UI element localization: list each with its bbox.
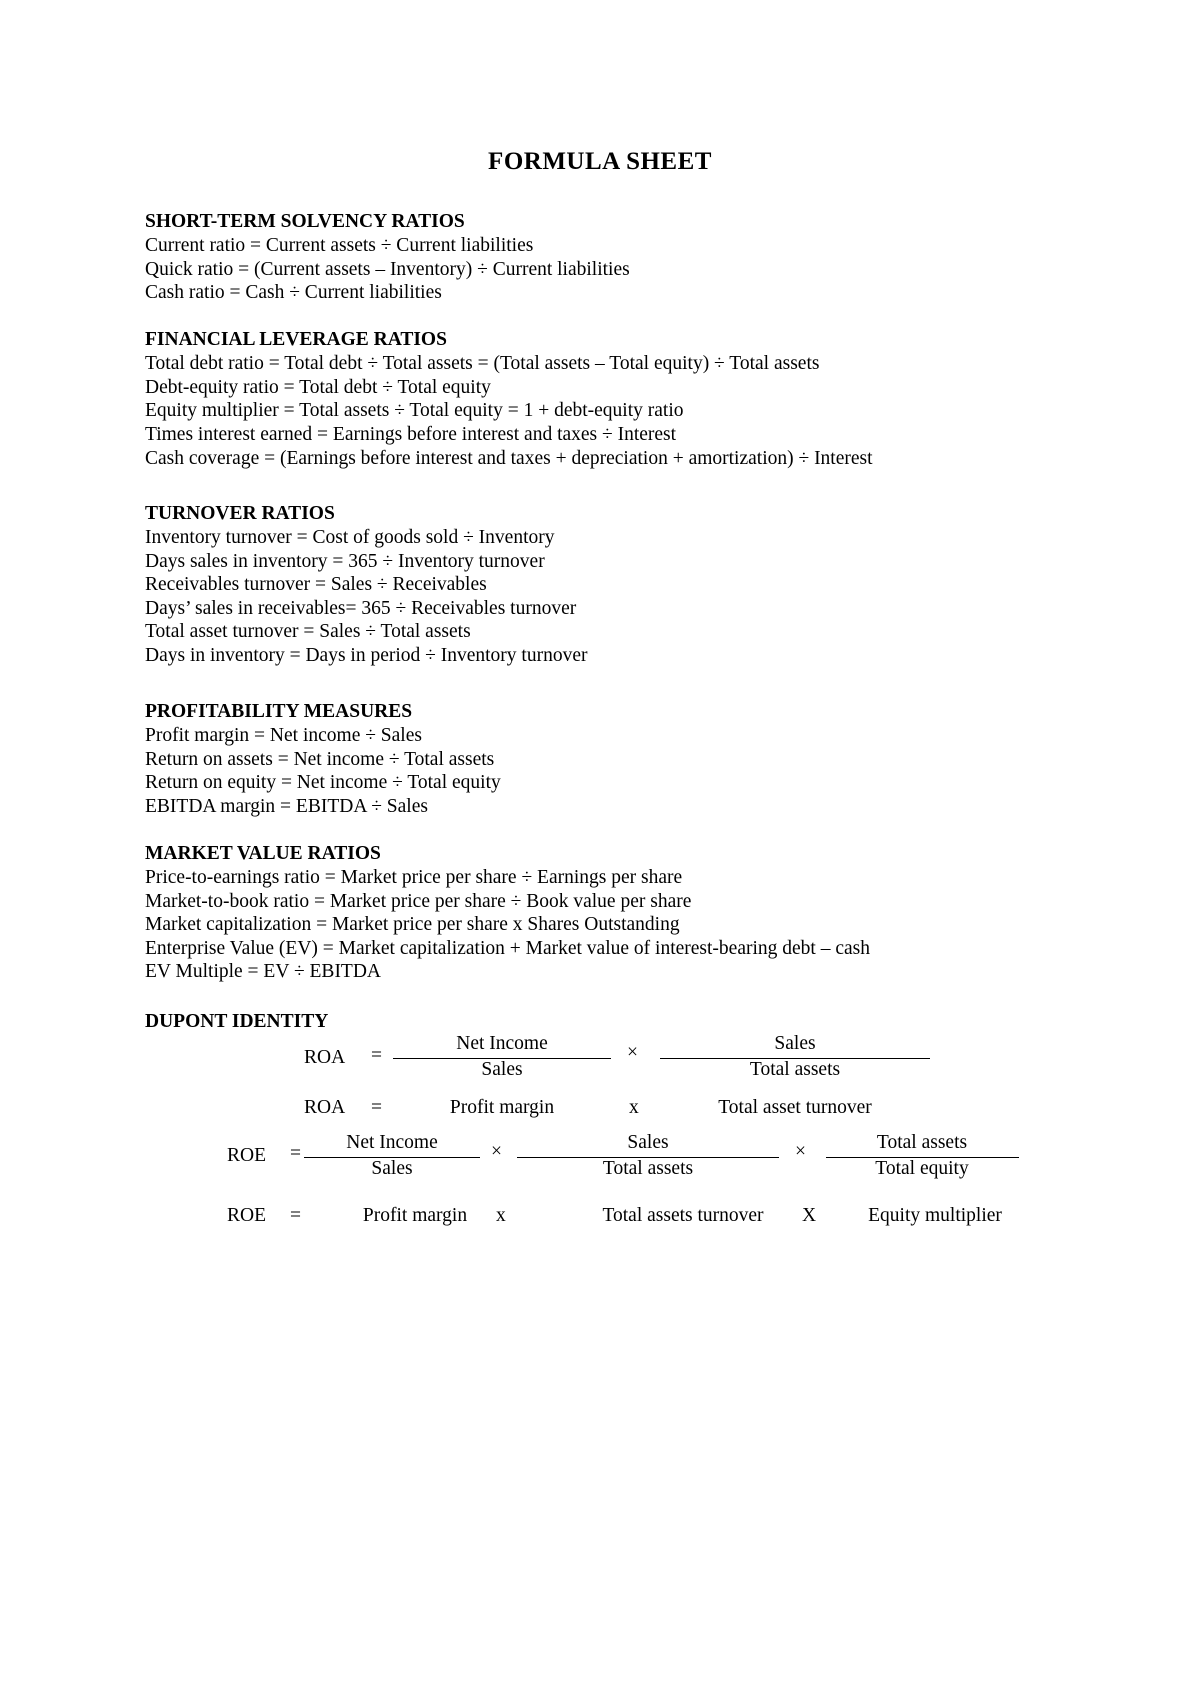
section-short-term-solvency — [145, 210, 1145, 305]
denominator-sales: Sales — [481, 1059, 523, 1080]
formula-line: Return on assets = Net income ÷ Total assets — [145, 748, 495, 770]
denominator-total-assets: Total assets — [749, 1059, 841, 1080]
formula-line: EV Multiple = EV ÷ EBITDA — [145, 961, 382, 982]
roa-label: ROA — [304, 1047, 346, 1068]
fraction-bar — [304, 1157, 480, 1158]
total-assets-turnover-term: Total assets turnover — [602, 1205, 764, 1226]
numerator-net-income: Net Income — [456, 1033, 548, 1054]
section-heading: SHORT-TERM SOLVENCY RATIOS — [145, 211, 465, 232]
denominator-total-equity: Total equity — [875, 1158, 969, 1179]
roa-label: ROA — [304, 1097, 346, 1118]
roe-label: ROE — [227, 1205, 266, 1226]
numerator-net-income: Net Income — [346, 1132, 438, 1153]
fraction-bar — [517, 1157, 779, 1158]
denominator-sales: Sales — [371, 1158, 413, 1179]
multiply-sign: × — [795, 1141, 806, 1162]
numerator-sales: Sales — [774, 1033, 816, 1054]
multiply-sign: x — [496, 1205, 506, 1226]
equals-sign: = — [371, 1045, 382, 1066]
equals-sign: = — [290, 1143, 301, 1164]
formula-line: Debt-equity ratio = Total debt ÷ Total equity — [145, 376, 491, 398]
equals-sign: = — [290, 1205, 301, 1226]
formula-line: Return on equity = Net income ÷ Total equity — [145, 772, 501, 793]
formula-line: Days sales in inventory = 365 ÷ Inventory turnover — [145, 550, 545, 572]
section-market-value-ratios — [145, 842, 1145, 984]
multiply-sign: X — [802, 1205, 817, 1226]
multiply-sign: × — [627, 1042, 638, 1063]
page-title: FORMULA SHEET — [488, 148, 712, 175]
section-turnover-ratios — [145, 502, 1145, 667]
fraction-bar — [826, 1157, 1019, 1158]
total-asset-turnover-term: Total asset turnover — [718, 1097, 872, 1118]
formula-line: Equity multiplier = Total assets ÷ Total equity = 1 + debt-equity ratio — [145, 400, 684, 421]
section-heading: TURNOVER RATIOS — [145, 503, 335, 524]
section-heading: MARKET VALUE RATIOS — [145, 843, 381, 864]
equity-multiplier-term: Equity multiplier — [868, 1205, 1002, 1226]
formula-line: Total debt ratio = Total debt ÷ Total assets = (Total assets – Total equity) ÷ Total assets — [145, 353, 820, 374]
section-dupont-identity — [145, 1010, 1145, 1034]
formula-line: Inventory turnover = Cost of goods sold ÷ Inventory — [145, 527, 555, 548]
section-heading: DUPONT IDENTITY — [145, 1011, 329, 1032]
denominator-total-assets: Total assets — [602, 1158, 694, 1179]
section-heading: FINANCIAL LEVERAGE RATIOS — [145, 329, 447, 350]
multiply-sign: × — [491, 1141, 502, 1162]
profit-margin-term: Profit margin — [362, 1205, 468, 1226]
fraction-bar — [393, 1058, 611, 1059]
numerator-sales: Sales — [627, 1132, 669, 1153]
profit-margin-term: Profit margin — [449, 1097, 555, 1118]
roe-label: ROE — [227, 1145, 266, 1166]
formula-line: Total asset turnover = Sales ÷ Total assets — [145, 621, 471, 642]
formula-line: EBITDA margin = EBITDA ÷ Sales — [145, 795, 428, 817]
formula-line: Current ratio = Current assets ÷ Current liabilities — [145, 235, 534, 256]
formula-line: Market-to-book ratio = Market price per share ÷ Book value per share — [145, 890, 692, 912]
equals-sign: = — [371, 1097, 382, 1118]
formula-line: Receivables turnover = Sales ÷ Receivables — [145, 574, 487, 595]
formula-line: Cash ratio = Cash ÷ Current liabilities — [145, 282, 442, 303]
formula-line: Quick ratio = (Current assets – Inventory) ÷ Current liabilities — [145, 258, 630, 280]
section-financial-leverage — [145, 328, 1145, 472]
formula-line: Times interest earned = Earnings before interest and taxes ÷ Interest — [145, 423, 677, 445]
formula-line: Days’ sales in receivables= 365 ÷ Receivables turnover — [145, 597, 577, 619]
formula-line: Price-to-earnings ratio = Market price per share ÷ Earnings per share — [145, 867, 683, 888]
formula-line: Profit margin = Net income ÷ Sales — [145, 725, 422, 746]
formula-line: Enterprise Value (EV) = Market capitalization + Market value of interest-bearing debt – cash — [145, 937, 870, 959]
section-profitability-measures — [145, 700, 1145, 818]
formula-line: Market capitalization = Market price per share x Shares Outstanding — [145, 914, 680, 935]
formula-line: Cash coverage = (Earnings before interest and taxes + depreciation + amortization) ÷ Interest — [145, 448, 873, 469]
multiply-sign: x — [629, 1097, 639, 1118]
section-heading: PROFITABILITY MEASURES — [145, 701, 413, 722]
formula-line: Days in inventory = Days in period ÷ Inventory turnover — [145, 644, 588, 666]
numerator-total-assets: Total assets — [876, 1132, 968, 1153]
fraction-bar — [660, 1058, 930, 1059]
